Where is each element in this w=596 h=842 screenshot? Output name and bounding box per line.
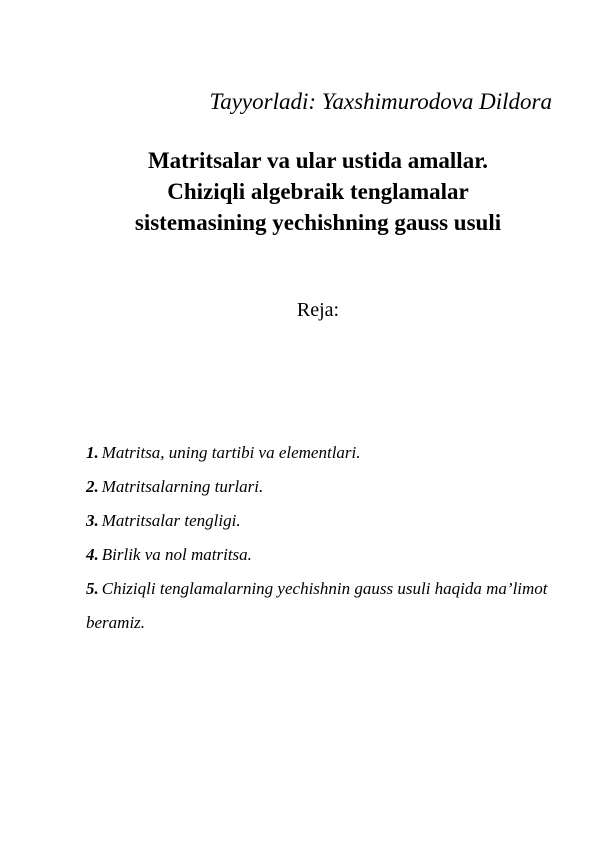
plan-item-text: Matritsa, uning tartibi va elementlari. [101,443,361,462]
plan-item [86,470,566,504]
plan-list [86,436,566,640]
plan-item-text: Matritsalar tengligi. [101,511,241,530]
plan-item-text: Birlik va nol matritsa. [101,545,252,564]
plan-heading: Reja: [296,299,340,321]
plan-item-number: 4. [86,545,99,564]
plan-item-number: 3. [86,511,99,530]
title-line-1: Matritsalar va ular ustida amallar. [147,148,489,173]
plan-item [86,436,566,470]
author-line: Tayyorladi: Yaxshimurodova Dildora [209,89,552,114]
document-title [0,145,596,238]
plan-item-text: Matritsalarning turlari. [101,477,264,496]
plan-item [86,504,566,538]
plan-item-number: 1. [86,443,99,462]
title-line-3: sistemasining yechishning gauss usuli [134,210,502,235]
plan-item [86,538,566,572]
title-line-2: Chiziqli algebraik tenglamalar [167,179,469,204]
plan-item-number: 2. [86,477,99,496]
plan-item-text: Chiziqli tenglamalarning yechishnin gauss usuli haqida ma’limot beramiz. [86,579,548,632]
plan-item-number: 5. [86,579,99,598]
plan-item [86,572,566,640]
